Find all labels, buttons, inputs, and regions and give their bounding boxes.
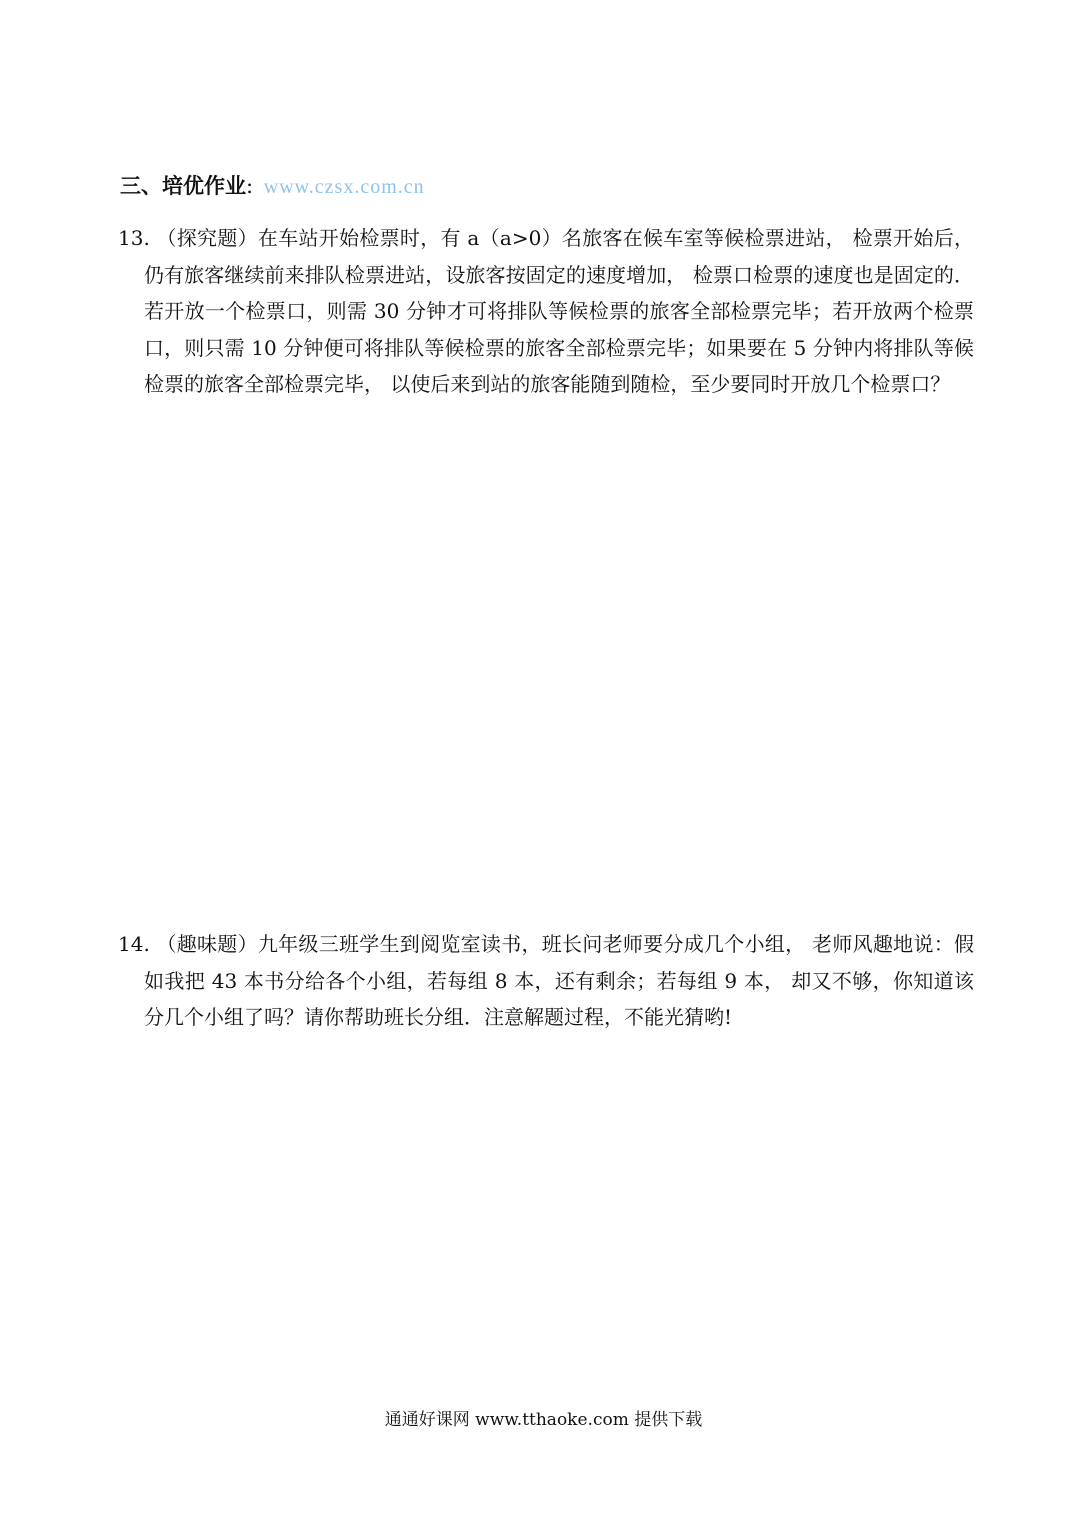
watermark-url: www.czsx.com.cn [263, 176, 425, 198]
problem-text: （探究题）在车站开始检票时，有 a（a>0）名旅客在候车室等候检票进站， 检票开始后，仍有旅客继续前来排队检票进站，设旅客按固定的速度增加， 检票口检票的速度也是固定的．若开放一个检票口，则需 30 分钟才可将排队等候检票的旅客全部检票完毕；若开放两个检票口，则只需 10 分钟便可将排队等候检票的旅客全部检票完毕；如果要在 5 分钟内将排队等候检票的旅客全部检票完毕， 以使后来到站的旅客能随到随检，至少要同时开放几个检票口？ [144, 226, 975, 396]
section-heading [120, 170, 425, 203]
problem-14 [118, 926, 974, 1036]
section-colon: : [246, 174, 254, 198]
problem-number: 13. [118, 226, 150, 250]
problem-text: （趣味题）九年级三班学生到阅览室读书，班长问老师要分成几个小组， 老师风趣地说：假如我把 43 本书分给各个小组，若每组 8 本，还有剩余；若每组 9 本， 却又不够，你知道该分几个小组了吗？请你帮助班长分组．注意解题过程，不能光猜哟! [144, 932, 974, 1029]
section-title: 三、培优作业 [120, 174, 246, 198]
problem-13 [118, 220, 974, 403]
problem-number: 14. [118, 932, 150, 956]
page-footer: 通通好课网 www.tthaoke.com 提供下载 [384, 1410, 703, 1430]
